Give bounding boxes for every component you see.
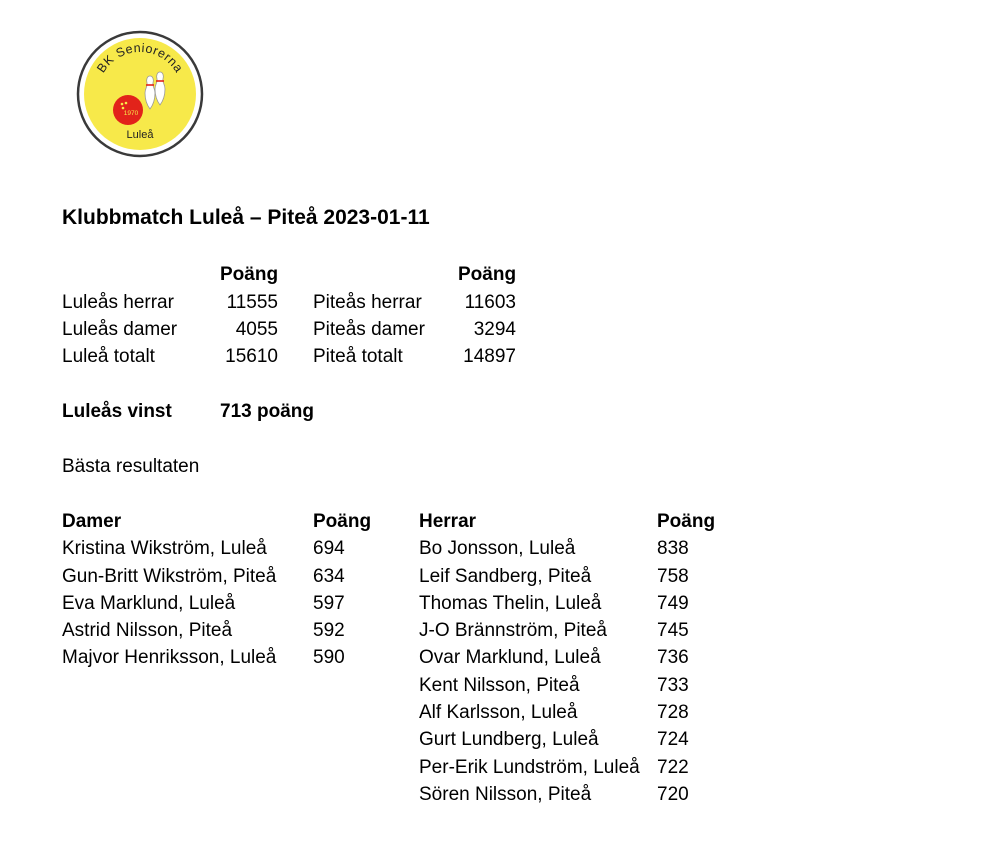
- list-item: [419, 784, 759, 811]
- win-value: 713 poäng: [220, 401, 314, 422]
- list-item: [62, 566, 402, 593]
- player-points: 724: [657, 729, 689, 751]
- list-item: [419, 702, 759, 729]
- logo-top-text: BK Seniorerna: [94, 40, 186, 76]
- herrar-points-header: Poäng: [657, 511, 716, 532]
- player-name: Bo Jonsson, Luleå: [419, 538, 576, 560]
- score-header-row: [0, 264, 1008, 292]
- score-left-header: Poäng: [220, 264, 279, 285]
- best-results-heading: Bästa resultaten: [62, 456, 200, 477]
- score-left-value: 15610: [225, 346, 278, 367]
- bowling-ball-icon: [113, 95, 143, 125]
- score-left-value: 4055: [235, 319, 278, 340]
- list-item: [419, 538, 759, 565]
- score-row: [0, 319, 1008, 347]
- player-points: 733: [657, 674, 689, 696]
- player-name: Alf Karlsson, Luleå: [419, 702, 578, 724]
- score-right-value: 3294: [473, 319, 516, 340]
- player-name: Eva Marklund, Luleå: [62, 592, 236, 614]
- list-item: [419, 757, 759, 784]
- player-name: Kent Nilsson, Piteå: [419, 674, 580, 696]
- list-item: [62, 620, 402, 647]
- score-left-value: 11555: [226, 292, 278, 313]
- list-item: [419, 729, 759, 756]
- list-item: [419, 620, 759, 647]
- club-logo: [76, 30, 204, 158]
- score-left-label: Luleås herrar: [62, 292, 174, 313]
- win-label: Luleås vinst: [62, 401, 172, 422]
- list-item: [62, 593, 402, 620]
- score-right-value: 11603: [464, 292, 516, 313]
- score-left-label: Luleås damer: [62, 319, 178, 340]
- score-left-label: Luleå totalt: [62, 346, 155, 367]
- player-points: 749: [657, 592, 689, 614]
- player-name: Gun-Britt Wikström, Piteå: [62, 565, 277, 587]
- damer-header: Damer: [62, 511, 122, 532]
- score-right-header: Poäng: [458, 264, 517, 285]
- logo-since-text: 1970: [123, 110, 139, 117]
- list-item: [62, 647, 402, 674]
- player-points: 694: [313, 538, 345, 560]
- damer-list: [62, 511, 402, 675]
- player-name: Astrid Nilsson, Piteå: [62, 620, 233, 642]
- player-points: 736: [657, 647, 689, 669]
- player-points: 728: [657, 702, 689, 724]
- player-points: 720: [657, 783, 689, 805]
- list-item: [419, 566, 759, 593]
- player-name: Leif Sandberg, Piteå: [419, 565, 592, 587]
- player-points: 592: [313, 620, 345, 642]
- logo-bottom-text: Luleå: [126, 129, 154, 141]
- score-row: [0, 292, 1008, 320]
- list-item: [419, 593, 759, 620]
- player-points: 838: [657, 538, 689, 560]
- score-row: [0, 346, 1008, 374]
- player-name: J-O Brännström, Piteå: [419, 620, 607, 642]
- player-name: Sören Nilsson, Piteå: [419, 783, 592, 805]
- herrar-header: Herrar: [419, 511, 477, 532]
- player-points: 758: [657, 565, 689, 587]
- player-name: Per-Erik Lundström, Luleå: [419, 756, 640, 778]
- player-name: Kristina Wikström, Luleå: [62, 538, 267, 560]
- list-item: [419, 675, 759, 702]
- player-points: 722: [657, 756, 689, 778]
- player-name: Majvor Henriksson, Luleå: [62, 647, 277, 669]
- herrar-header-row: [419, 511, 759, 538]
- damer-header-row: [62, 511, 402, 538]
- player-points: 597: [313, 592, 345, 614]
- player-name: Ovar Marklund, Luleå: [419, 647, 601, 669]
- score-right-label: Piteås damer: [313, 319, 425, 340]
- score-right-value: 14897: [463, 346, 516, 367]
- herrar-list: [419, 511, 759, 811]
- score-right-label: Piteå totalt: [313, 346, 403, 367]
- score-right-label: Piteås herrar: [313, 292, 422, 313]
- player-name: Gurt Lundberg, Luleå: [419, 729, 599, 751]
- list-item: [62, 538, 402, 565]
- player-points: 745: [657, 620, 689, 642]
- page-title: Klubbmatch Luleå – Piteå 2023-01-11: [62, 206, 430, 229]
- player-name: Thomas Thelin, Luleå: [419, 592, 602, 614]
- player-points: 590: [313, 647, 345, 669]
- damer-points-header: Poäng: [313, 511, 372, 532]
- player-points: 634: [313, 565, 345, 587]
- list-item: [419, 647, 759, 674]
